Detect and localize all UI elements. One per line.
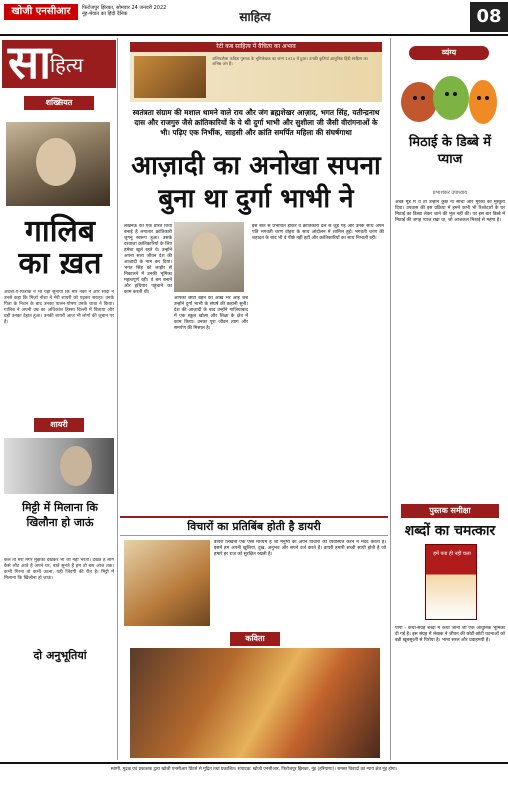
right-column [390,38,508,760]
mithai-body: अच्छे मूड में थे तो उन्होंने कुछ ना सोचा और मुरेकों को मुस्कुरा दिया। उपवास की इस प्रक्रिया में हमने कभी भी रिश्तेदारों के घर मिठाई का डिब्बा लेकर जाने की भूल नहीं की। पर इस बार डिब्बे में मिठाई की जगह प्याज रखा था, जो आजकल मिठाई से महंगा है। [395,200,505,223]
anubhuti-title: दो अनुभूतियां [33,649,87,662]
onion-shape [401,82,437,122]
kavita-label: कविता [230,632,280,646]
section-title: साहित्य [239,10,271,24]
durga-bhabhi-photo [174,222,244,292]
banner-image [134,56,206,98]
footer [0,762,508,800]
story-body-col2: आपकी छोटी बहन की आंखें भर आईं जब उन्होंने दुर्गा भाभी के संघर्ष की कहानी सुनी। देश की आज़ादी के बाद उन्होंने गाज़ियाबाद में एक स्कूल खोला और शिक्षा के क्षेत्र में काम किया। उनका पूरा जीवन त्याग और समर्पण की मिसाल है। [174,296,248,331]
vichar-title: विचारों का प्रतिबिंब होती है डायरी [120,516,388,536]
story-deck: स्वतंत्रता संग्राम की मशाल थामने वाले राय और जंग ब्रह्मशेखर आज़ाद, भगत सिंह, यतीन्द्रनाथ दास और राजगुरु जैसे क्रांतिकारियों के ये थी दुर्गा भाभी और सुशीला जी जैसी वीरांगनाओं के भी। पढ़िए एक निर्भीक, साहसी और क्रांति समर्पित महिला की संघर्षगाथा [132,108,380,137]
tagline-text: नूंह-मेवात का हिंदी दैनिक [82,11,128,17]
mitti-title: मिट्टी में मिलाना कि खिलौना हो जाऊं [22,501,98,529]
story-body-col1: लखनऊ की एक प्रेरित विधा बनाई है लगातार क्रांतिकारी जुगनू स्वरूप हुआ। उसके दरवाजा क्रांतिकारियों के लिए हमेशा खुले रहते थे। उन्होंने अपना सारा जीवन देश की आज़ादी के नाम कर दिया। भगत सिंह को लाहौर से निकालने में उनकी भूमिका महत्वपूर्ण रही। वे बम बनाने और हथियार पहुंचाने का काम करती थीं। [124,224,172,295]
imprint-line: स्वामी, मुद्रक एवं प्रकाशक द्वारा खोजी एनसीआर प्रिंटर्स से मुद्रित तथा प्रकाशित। संपादक: खोजी एनसीआर, फिरोजपुर झिरका, नूंह (हरियाणा)। समस्त विवादों का न्याय क्षेत्र नूंह होगा। [110,767,398,772]
book-cover [425,544,477,620]
vegetables-illustration [397,62,505,128]
newspaper-logo: खोजी एनसीआर [4,4,78,20]
portrait-face [36,138,76,186]
author-name: प्रभाशंकर उपाध्याय [432,190,468,196]
top-banner [130,42,382,102]
shayri-label: शायरी [34,418,84,432]
kavita-painting [130,648,380,758]
section-logo-big: सा [8,35,52,89]
center-column [120,38,388,760]
date-line [82,5,166,17]
poet-face [60,446,92,486]
book-review-body: पीपी - कथा-संग्रह शब्दों में कथा जाना जो एक आधुनिक भूमिका दी गई है। इस संग्रह में लेखक ने जीवन की छोटी-छोटी घटनाओं को बड़ी खूबसूरती से पिरोया है। भाषा सरल और प्रवाहमयी है। [395,626,505,643]
section-logo-small: हित्य [50,53,84,77]
mitti-body: कल तो मेरा मगर मुझको देखकर भी जी नहीं भरता। देखते हैं लोग कैसे लौट आते हैं अपने घर, बातें सुनते हैं हम तो बस आज तक। कभी गिरना तो कभी उठना, यही जिंदगी की रीत है। मिट्टी में मिलाना कि खिलौना हो जाऊं। [4,558,114,581]
ghalib-portrait [6,122,110,206]
main-headline: आज़ादी का अनोखा सपना बुना था दुर्गा भाभी ने [131,151,381,214]
section-logo-box [2,35,116,89]
carrot-shape [469,80,497,124]
page-number: 08 [470,2,508,32]
photo-face [192,232,222,270]
vyang-label: व्यंग्य [409,46,489,60]
book-title: हमें पता ही नहीं चला [433,551,471,557]
vichar-body: डायरी लिखना एक ऐसा माध्यम है जो मनुष्य को अपने विचारों को व्यवस्थित करने में मदद करता है। इसमें हम अपनी खुशियां, दुख, अनुभव और सपने दर्ज करते हैं। डायरी हमारी सच्ची साथी होती है जो हमारे हर राज़ को सुरक्षित रखती है। [214,540,386,557]
mithai-title: मिठाई के डिब्बे में प्याज [408,135,492,167]
banner-text: अलिफलैला कविता पुस्तक के भूमिलेखक का जन्म 1910 में हुआ। उनकी कृतियां आधुनिक हिंदी साहित्य का अभिन्न अंग हैं। [212,56,368,66]
poet-photo [4,438,114,494]
pustak-label: पुस्तक समीक्षा [401,504,499,518]
ghalib-body: अंदेशा:ए-फिराक ने भी यहां सुनाया कि मीर नकी ने और सौदा ने उनसे कहा कि मिर्ज़ा नौशा ने मेरी शायरी को पढ़कर सराहा। उनके पिता के निधन के बाद उनका पालन-पोषण उनके चाचा ने किया। ग़ालिब ने अपनी उम्र का अधिकांश हिस्सा दिल्ली में बिताया और वहीं उनका देहांत हुआ। उनकी शायरी आज भी लोगों की ज़ुबान पर है। [4,290,114,325]
diary-writer-image [124,540,210,626]
ghalib-title: गालिब का ख़त [18,214,102,281]
shakhsiyat-label: शख्सियत [24,96,94,110]
story-body-col3: इस बात से प्रभावित होकर वे क्रांतिकारी दल से जुड़ गईं और उनके साथ अपने पति भगवती चरण वोहरा के साथ आंदोलन में शामिल हुईं। भगवती चरण की शहादत के बाद भी वे पीछे नहीं हटीं और क्रांतिकारियों का साथ निभाती रहीं। [252,224,384,241]
date-text: फिरोजपुर झिरका, सोमवार 24 जनवरी 2022 [82,5,167,11]
banner-caption: रेटी कब साहित्य में वैचित्य का अभाव [130,42,382,52]
cabbage-shape [433,76,469,120]
shabdon-title: शब्दों का चमत्कार [404,523,496,539]
masthead [0,0,508,36]
